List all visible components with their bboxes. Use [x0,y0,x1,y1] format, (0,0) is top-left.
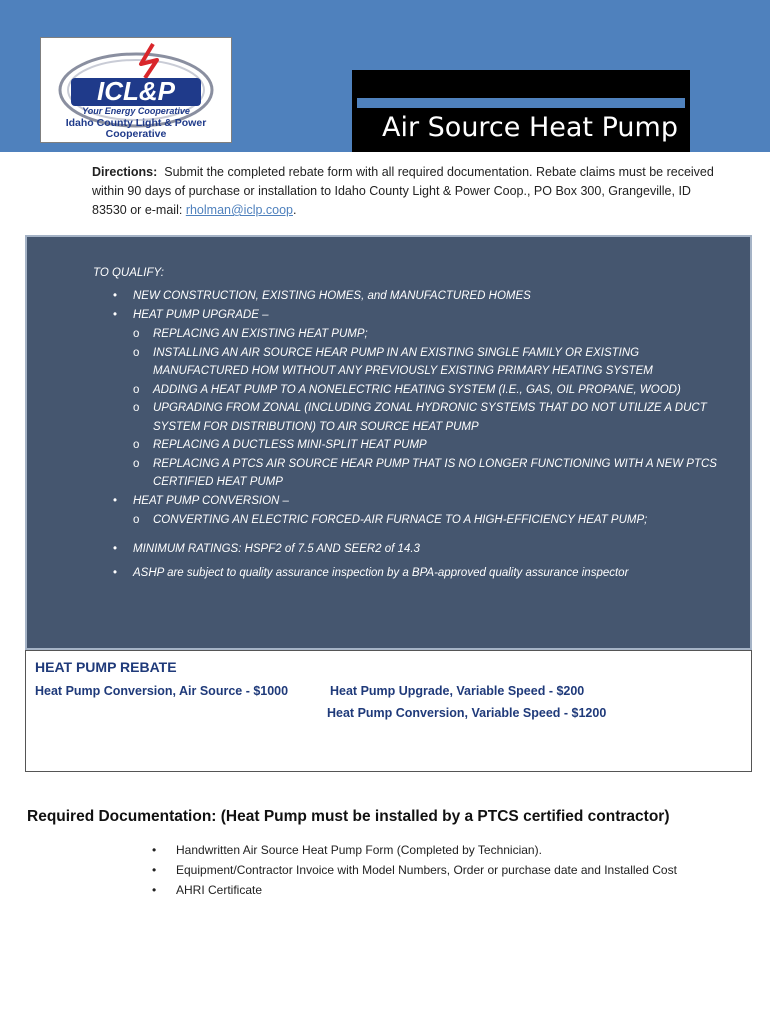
qualify-subitem: o UPGRADING FROM ZONAL (INCLUDING ZONAL HYDRONIC SYSTEMS THAT DO NOT UTILIZE A DUCT SYSTEM FOR DISTRIBUTION) TO AIR SOURCE HEAT PUMP [133,399,723,436]
qualify-item-text: HEAT PUMP CONVERSION – [133,494,289,507]
qualify-extra-list [113,540,733,588]
logo-org-line1: Idaho County Light & Power [65,117,207,129]
directions-text: Submit the completed rebate form with all required documentation. Rebate claims must be received within 90 days of purchase or installation to Idaho County Light & Power Coop., PO Box 300, Grangeville, ID 83530 or e-mail: [92,165,714,217]
rebate-upgrade-variable: Heat Pump Upgrade, Variable Speed - $200 [330,684,585,698]
svg-text:ICL&P: ICL&P [97,76,175,106]
required-item: • Equipment/Contractor Invoice with Model Numbers, Order or purchase date and Installed Cost [150,862,710,879]
page-title: Air Source Heat Pump [382,112,678,143]
required-documentation-title: Required Documentation: (Heat Pump must be installed by a PTCS certified contractor) [27,808,670,825]
rebate-title: HEAT PUMP REBATE [35,659,177,675]
company-logo [40,37,232,143]
qualify-panel [25,235,752,650]
rebate-conversion-variable: Heat Pump Conversion, Variable Speed - $1200 [327,706,607,720]
directions-label: Directions: [92,165,158,179]
qualify-heading: TO QUALIFY: [93,267,164,279]
required-item: • Handwritten Air Source Heat Pump Form (Completed by Technician). [150,842,710,859]
qualify-sublist [133,511,723,530]
email-link[interactable]: rholman@iclp.coop [185,203,293,217]
directions-end: . [293,203,297,217]
qualify-extra-item: • ASHP are subject to quality assurance inspection by a BPA-approved quality assurance inspector [113,564,733,583]
qualify-subitem: o ADDING A HEAT PUMP TO A NONELECTRIC HEATING SYSTEM (I.E., GAS, OIL PROPANE, WOOD) [133,381,723,400]
qualify-item [113,306,723,492]
qualify-extra-item: • MINIMUM RATINGS: HSPF2 of 7.5 AND SEER2 of 14.3 [113,540,733,559]
logo-org-line2: Cooperative [105,128,167,140]
qualify-subitem: o CONVERTING AN ELECTRIC FORCED-AIR FURNACE TO A HIGH-EFFICIENCY HEAT PUMP; [133,511,723,530]
qualify-list [113,287,723,529]
required-documentation-list [150,842,710,902]
qualify-subitem: o REPLACING AN EXISTING HEAT PUMP; [133,325,723,344]
required-item: • AHRI Certificate [150,882,710,899]
svg-text:Your Energy Cooperative: Your Energy Cooperative [82,106,190,116]
title-block [352,70,690,152]
qualify-subitem: o INSTALLING AN AIR SOURCE HEAR PUMP IN AN EXISTING SINGLE FAMILY OR EXISTING MANUFACTURED HOM WITHOUT ANY PREVIOUSLY EXISTING PRIMARY HEATING SYSTEM [133,344,723,381]
directions-paragraph [92,163,722,220]
qualify-item-text: NEW CONSTRUCTION, EXISTING HOMES, and MANUFACTURED HOMES [133,290,531,302]
title-accent-bar [357,98,685,108]
qualify-item-text: HEAT PUMP UPGRADE – [133,309,269,321]
rebate-box [25,650,752,772]
qualify-subitem: o REPLACING A DUCTLESS MINI-SPLIT HEAT PUMP [133,436,723,455]
rebate-conversion-air: Heat Pump Conversion, Air Source - $1000 [35,684,289,698]
qualify-sublist [133,325,723,492]
qualify-item [113,287,723,306]
qualify-subitem: o REPLACING A PTCS AIR SOURCE HEAR PUMP THAT IS NO LONGER FUNCTIONING WITH A NEW PTCS CERTIFIED HEAT PUMP [133,455,723,492]
qualify-item [113,492,723,530]
